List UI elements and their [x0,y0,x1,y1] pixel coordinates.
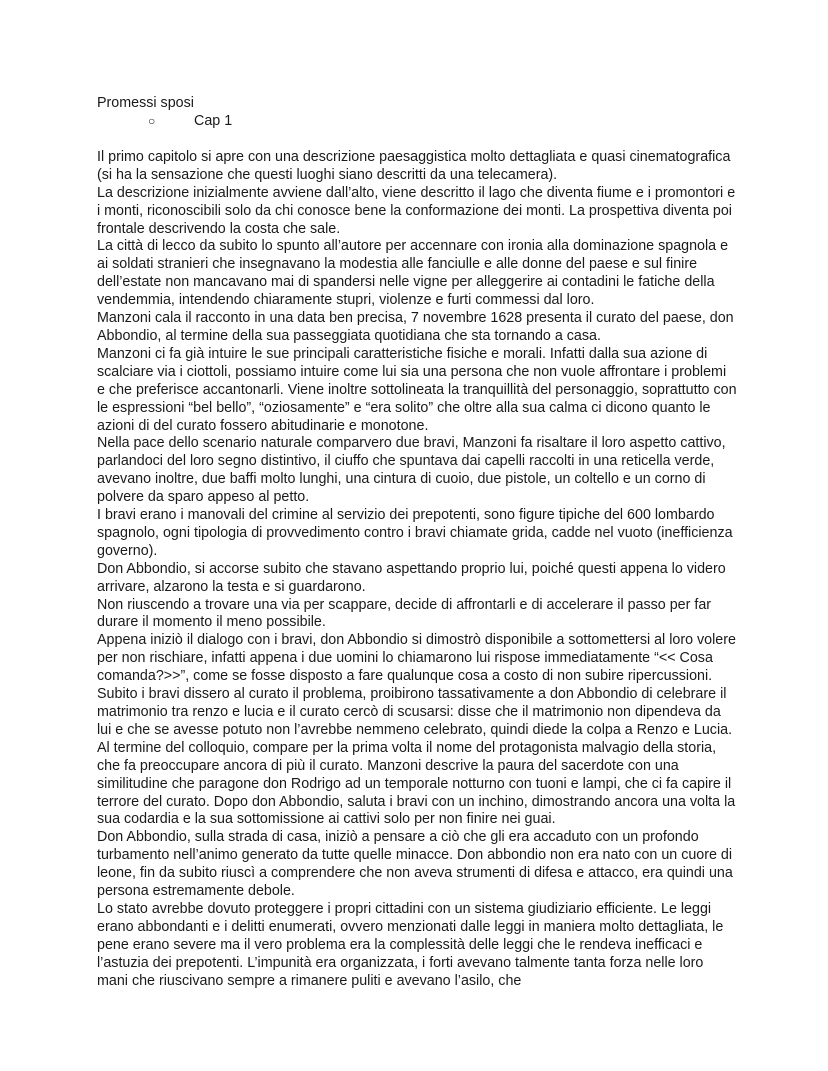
body-text [97,149,737,991]
subtitle-list [97,113,737,149]
paragraph: Subito i bravi dissero al curato il problema, proibirono tassativamente a don Abbondio di celebrare il matrimonio tra renzo e lucia e il curato cercò di scusarsi: disse che il matrimonio non dipendeva da lui e che se avesse potuto non l’avrebbe nemmeno celebrato, quindi diede la colpa a Renzo e Lucia. [97,686,733,738]
paragraph: Appena iniziò il dialogo con i bravi, don Abbondio si dimostrò disponibile a sottomettersi al loro volere per non rischiare, infatti appena i due uomini lo chiamarono lui rispose immediatamente “<< Cosa comanda?>>”, come se fosse disposto a fare qualunque cosa a costo di non subire ripercussioni. [97,632,736,685]
document-title: Promessi sposi [97,95,194,111]
paragraph: Manzoni cala il racconto in una data ben precisa, 7 novembre 1628 presenta il curato del paese, don Abbondio, al termine della sua passeggiata quotidiana che sta tornando a casa. [97,310,734,344]
paragraph: La descrizione inizialmente avviene dall’alto, viene descritto il lago che diventa fiume e i promontori e i monti, riconoscibili solo da chi conosce bene la conformazione dei monti. La prospettiva diventa poi frontale descrivendo la costa che sale. [97,184,736,237]
paragraph: Il primo capitolo si apre con una descrizione paesaggistica molto dettagliata e quasi cinematografica (si ha la sensazione che questi luoghi siano descritti da una telecamera). [97,148,731,183]
subtitle-item [97,113,737,131]
paragraph: I bravi erano i manovali del crimine al servizio dei prepotenti, sono figure tipiche del 600 lombardo spagnolo, ogni tipologia di provvedimento contro i bravi chiamate grida, cadde nel vuoto (inefficienza governo). [97,507,733,559]
hollow-circle-bullet-icon: ○ [148,113,156,128]
chapter-label: Cap 1 [194,112,233,129]
paragraph: La città di lecco da subito lo spunto all’autore per accennare con ironia alla dominazione spagnola e ai soldati stranieri che insegnavano la modestia alle fanciulle e alle donne del paese e sul finire dell’estate non mancavano mai di spandersi nelle vigne per alleggerire ai contadini le fatiche della vendemmia, intendendo chiaramente stupri, violenze e furti commessi dal loro. [97,238,729,309]
paragraph: Don Abbondio, si accorse subito che stavano aspettando proprio lui, poiché questi appena lo videro arrivare, alzarono la testa e si guardarono. [97,560,726,595]
paragraph: Manzoni ci fa già intuire le sue principali caratteristiche fisiche e morali. Infatti dalla sua azione di scalciare via i ciottoli, possiamo intuire come lui sia una persona che non vuole affrontare i problemi e che preferisce accantonarli. Viene inoltre sottolineata la tranquillità del personaggio, soprattutto con le espressioni “bel bello”, “oziosamente” e “era solito” che oltre alla sua calma ci dicono quanto le azioni di del curato fossero abitudinarie e monotone. [97,345,737,434]
document-page [97,95,737,991]
paragraph: Don Abbondio, sulla strada di casa, iniziò a pensare a ciò che gli era accaduto con un profondo turbamento nell’animo generato da tutte quelle minacce. Don abbondio non era nato con un cuore di leone, fin da subito riuscì a comprendere che non aveva strumenti di difesa e attacco, era quindi una persona estremamente debole. [97,829,733,900]
paragraph: Non riuscendo a trovare una via per scappare, decide di affrontarli e di accelerare il passo per far durare il momento il meno possibile. [97,596,712,631]
paragraph: Nella pace dello scenario naturale comparvero due bravi, Manzoni fa risaltare il loro aspetto cattivo, parlandoci del loro segno distintivo, il ciuffo che spuntava dai capelli raccolti in una reticella verde, avevano inoltre, due baffi molto lunghi, una cintura di cuoio, due pistole, un coltello e un corno di polvere da sparo appeso al petto. [97,435,726,506]
paragraph: Al termine del colloquio, compare per la prima volta il nome del protagonista malvagio della storia, che fa preoccupare ancora di più il curato. Manzoni descrive la paura del sacerdote con una similitudine che paragone don Rodrigo ad un temporale notturno con tuoni e lampi, che ci fa capire il terrore del curato. Dopo don Abbondio, saluta i bravi con un inchino, dimostrando ancora una volta la sua codardia e la sua sottomissione ai cattivi solo per non finire nei guai. [97,739,736,828]
paragraph: Lo stato avrebbe dovuto proteggere i propri cittadini con un sistema giudiziario efficiente. Le leggi erano abbondanti e i delitti enumerati, ovvero menzionati dalle leggi in maniera molto dettagliata, le pene erano severe ma il vero problema era la complessità delle leggi che le rendeva inefficaci e l’astuzia dei prepotenti. L’impunità era organizzata, i forti avevano talmente tanta forza nelle loro mani che riuscivano sempre a rimanere puliti e avevano l’asilo, che [97,900,724,989]
